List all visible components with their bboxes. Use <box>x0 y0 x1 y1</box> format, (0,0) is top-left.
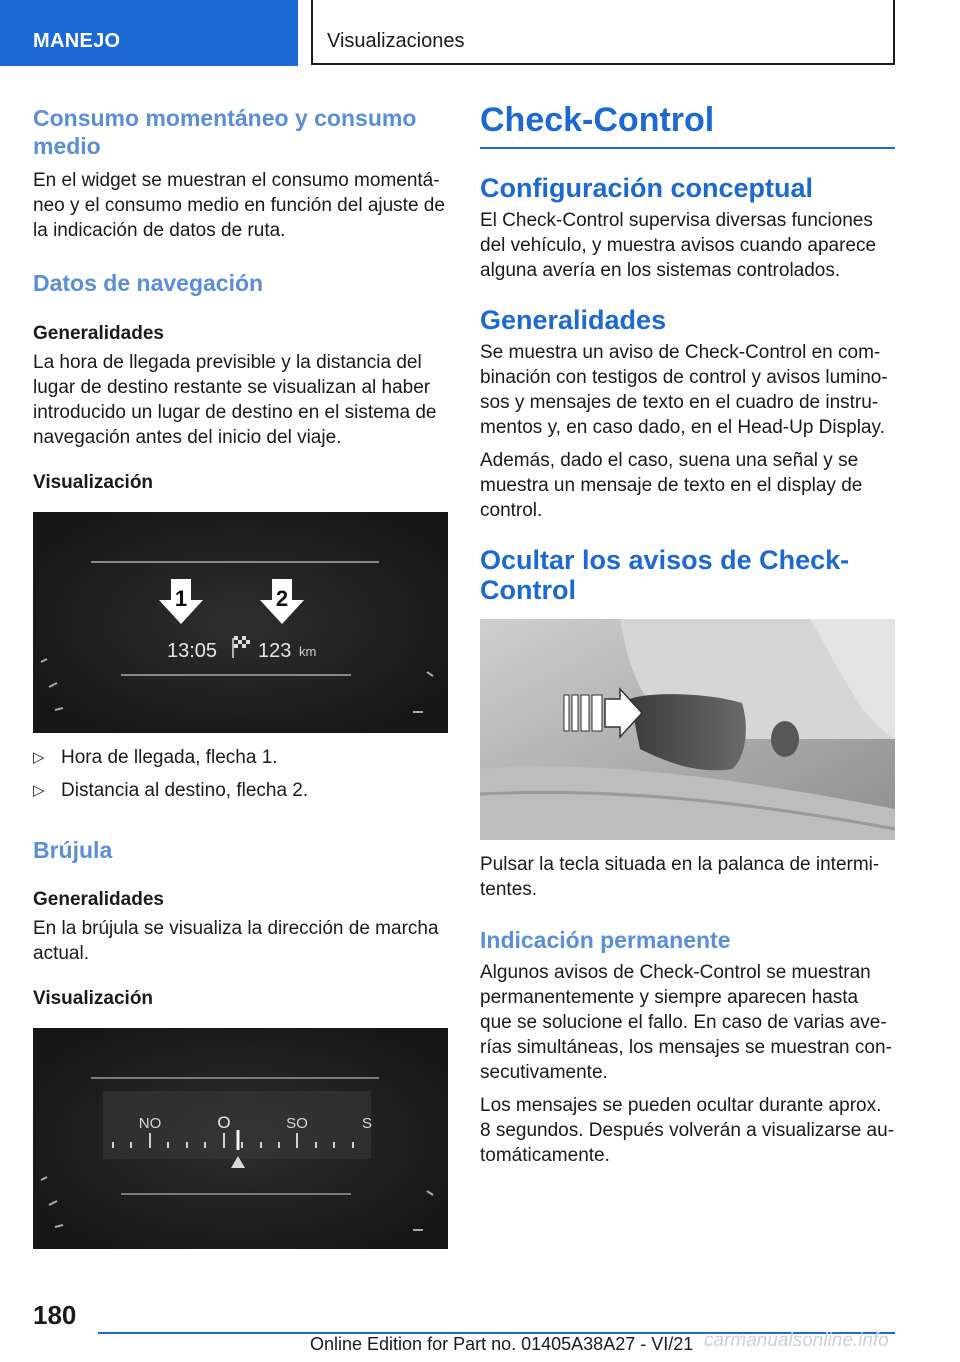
navegacion-bullets <box>33 745 448 803</box>
list-item <box>33 778 448 803</box>
watermark: carmanualsonline.info <box>704 1330 889 1351</box>
check-control-heading: Check-Control <box>480 100 895 149</box>
arrow-1-label: 1 <box>174 586 188 611</box>
compass-label-o: O <box>217 1113 231 1132</box>
brujula-heading: Brújula <box>33 837 113 863</box>
triangle-bullet-icon: ▷ <box>33 782 45 799</box>
turn-signal-lever-illustration <box>480 619 895 840</box>
compass-display-figure <box>33 1028 448 1249</box>
config-body: El Check-Control supervisa diversas funciones del vehículo, y muestra avisos cuando aparece alguna avería en los sistemas controlados. <box>480 210 877 281</box>
left-column <box>33 100 448 1249</box>
consumo-body: En el widget se muestran el consumo momentáneo y el consumo medio en función del ajuste de la indicación de datos de ruta. <box>33 170 445 241</box>
right-column <box>480 100 895 1168</box>
navegacion-general-body: La hora de llegada previsible y la distancia del lugar de destino restante se visualizan al haber introducido un lugar de destino en el sistema de navegación antes del inicio del viaje. <box>33 352 437 448</box>
remaining-distance: 123 <box>258 640 292 662</box>
bullet-text: Distancia al destino, flecha 2. <box>61 780 309 801</box>
navegacion-heading: Datos de navegación <box>33 270 264 296</box>
permanente-heading: Indicación permanente <box>480 927 731 953</box>
page-header <box>0 0 960 66</box>
edition-text: Online Edition for Part no. 01405A38A27 - VI/21 <box>310 1334 694 1354</box>
generalidades-heading: Generalidades <box>480 305 667 335</box>
navegacion-vis-heading: Visualización <box>33 472 154 493</box>
bullet-text: Hora de llegada, flecha 1. <box>61 747 278 768</box>
page-number: 180 <box>33 1300 77 1330</box>
navegacion-general-heading: Generalidades <box>33 323 164 344</box>
compass-label-s: S <box>361 1115 373 1132</box>
triangle-bullet-icon: ▷ <box>33 749 45 766</box>
permanente-body-1: Algunos avisos de Check-Control se muestran permanentemente y siempre aparecen hasta que se solucione el fallo. En caso de varias averías simultáneas, los mensajes se muestran consecutivamente. <box>480 962 892 1083</box>
arrival-time: 13:05 <box>167 640 218 662</box>
section-title: MANEJO <box>0 0 298 66</box>
arrow-2-label: 2 <box>275 586 289 611</box>
generalidades-body-2: Además, dado el caso, suena una señal y se muestra un mensaje de texto en el display de control. <box>480 450 863 521</box>
brujula-vis-heading: Visualización <box>33 988 154 1009</box>
permanente-body-2: Los mensajes se pueden ocultar durante aprox. 8 segundos. Después volverán a visualizarse automáticamente. <box>480 1095 895 1166</box>
generalidades-body-1: Se muestra un aviso de Check-Control en combinación con testigos de control y avisos luminosos y mensajes de texto en el cuadro de instrumentos y, en caso dado, en el Head-Up Display. <box>480 342 888 438</box>
ocultar-caption: Pulsar la tecla situada en la palanca de intermitentes. <box>480 854 880 900</box>
list-item <box>33 745 448 770</box>
config-heading: Configuración conceptual <box>480 173 814 203</box>
distance-unit: km <box>299 644 317 659</box>
navigation-display-figure <box>33 512 448 733</box>
ocultar-heading: Ocultar los avisos de Check-Control <box>480 545 850 605</box>
consumo-heading: Consumo momentáneo y consumo medio <box>33 105 417 159</box>
compass-label-no: NO <box>138 1115 162 1132</box>
chapter-title: Visualizaciones <box>311 0 895 65</box>
compass-display-illustration <box>33 1028 448 1249</box>
turn-signal-lever-figure <box>480 619 895 840</box>
navigation-display-illustration <box>33 512 448 733</box>
compass-label-so: SO <box>286 1115 308 1132</box>
brujula-general-body: En la brújula se visualiza la dirección de marcha actual. <box>33 918 439 964</box>
brujula-general-heading: Generalidades <box>33 889 164 910</box>
